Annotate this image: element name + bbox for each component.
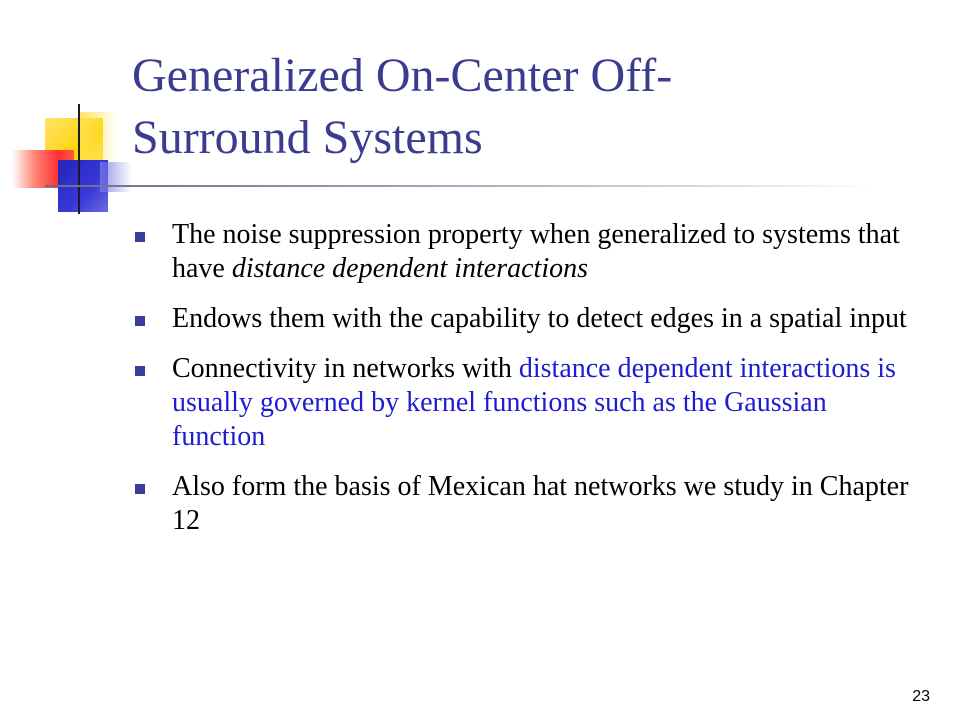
decor-blue-fade	[100, 162, 132, 192]
decor-yellow-fade	[78, 112, 118, 162]
title-line-1: Generalized On-Center Off-	[132, 49, 673, 102]
bullet-item	[135, 352, 925, 454]
bullet-text: The noise suppression property when generalized to systems that have	[172, 219, 900, 284]
square-bullet-icon	[135, 316, 145, 326]
title-underline	[45, 185, 875, 187]
square-bullet-icon	[135, 484, 145, 494]
bullet-text: Connectivity in networks with	[172, 353, 519, 384]
bullet-blue-text: distance dependent interactions is usually governed by kernel functions such as the Gaussian function	[172, 353, 896, 452]
bullet-text: Also form the basis of Mexican hat networks we study in Chapter 12	[172, 471, 909, 536]
decor-vertical-line	[78, 104, 80, 214]
bullet-item	[135, 470, 925, 538]
bullet-item	[135, 302, 925, 336]
square-bullet-icon	[135, 232, 145, 242]
title-line-2: Surround Systems	[132, 111, 483, 164]
page-number: 23	[912, 688, 930, 705]
bullet-text: Endows them with the capability to detect edges in a spatial input	[172, 303, 907, 334]
square-bullet-icon	[135, 366, 145, 376]
slide-title	[132, 45, 912, 169]
bullet-italic-text: distance dependent interactions	[231, 253, 588, 284]
bullet-item	[135, 218, 925, 286]
bullet-list	[135, 218, 925, 554]
